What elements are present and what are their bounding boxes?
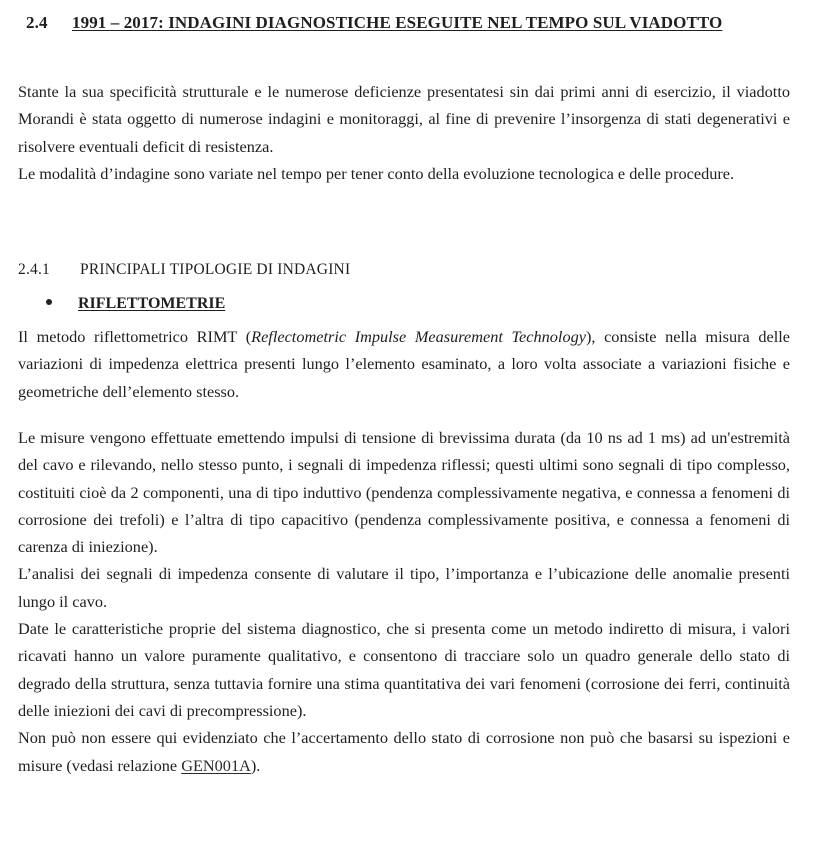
report-reference-link[interactable]: GEN001A <box>181 755 251 775</box>
section-number: 2.4 <box>26 13 48 32</box>
bullet-dot-icon <box>46 299 52 305</box>
inspection-text-start: Non può non essere qui evidenziato che l’accertamento dello stato di corrosione non può che basarsi su ispezioni e misure (vedasi relazione <box>18 728 790 775</box>
qualitative-paragraph: Date le caratteristiche proprie del sistema diagnostico, che si presenta come un metodo indiretto di misura, i valori ricavati hanno un valore puramente qualitativo, e consentono di tracciare solo un quadro generale dello stato di degrado della struttura, senza tuttavia fornire una stima quantitativa dei vari fenomeni (corrosione dei ferri, continuità delle iniezioni dei cavi di precompressione). <box>18 619 790 720</box>
intro-text-2: Le modalità d’indagine sono variate nel tempo per tener conto della evoluzione tecnologica e delle procedure. <box>18 163 735 183</box>
rimt-text-end: ), consiste nella misura delle variazioni di impedenza elettrica presenti lungo l’elemento esaminato, a loro volta associate a variazioni fisiche e geometriche dell’elemento stesso. <box>18 327 790 401</box>
measurement-paragraph: Le misure vengono effettuate emettendo impulsi di tensione di brevissima durata (da 10 ns ad 1 ms) ad un'estremità del cavo e rilevando, nello stesso punto, i segnali di impedenza riflessi; questi ultimi sono segnali di tipo complesso, costituiti cioè da 2 componenti, una di tipo induttivo (pendenza complessivamente negativa, e connessa a fenomeni di corrosione dei trefoli) e l’altra di tipo capacitivo (pendenza complessivamente positiva, e connessa a fenomeni di carenza di iniezione). <box>18 428 790 557</box>
subsection-title: PRINCIPALI TIPOLOGIE DI INDAGINI <box>80 261 351 278</box>
intro-text-1: Stante la sua specificità strutturale e le numerose deficienze presentatesi sin dai primi anni di esercizio, il viadotto Morandi è stata oggetto di numerose indagini e monitoraggi, al fine di prevenire l’insorgenza di stati degenerativi e risolvere eventuali deficit di resistenza. <box>18 82 790 156</box>
inspection-text-end: ). <box>250 755 261 775</box>
section-title: 1991 – 2017: INDAGINI DIAGNOSTICHE ESEGUITE NEL TEMPO SUL VIADOTTO <box>72 13 723 32</box>
subsection-heading <box>18 260 350 280</box>
rimt-acronym-expansion: Reflectometric Impulse Measurement Technology <box>251 327 586 346</box>
bullet-item <box>46 294 225 314</box>
bullet-label: RIFLETTOMETRIE <box>78 295 226 312</box>
analysis-paragraph: L’analisi dei segnali di impedenza consente di valutare il tipo, l’importanza e l’ubicazione delle anomalie presenti lungo il cavo. <box>18 564 790 611</box>
body-paragraphs <box>18 424 790 779</box>
body-paragraph-rimt <box>18 323 790 405</box>
intro-paragraph-1 <box>18 78 790 187</box>
rimt-text-start: Il metodo riflettometrico RIMT ( <box>18 327 252 346</box>
subsection-number: 2.4.1 <box>18 261 50 278</box>
